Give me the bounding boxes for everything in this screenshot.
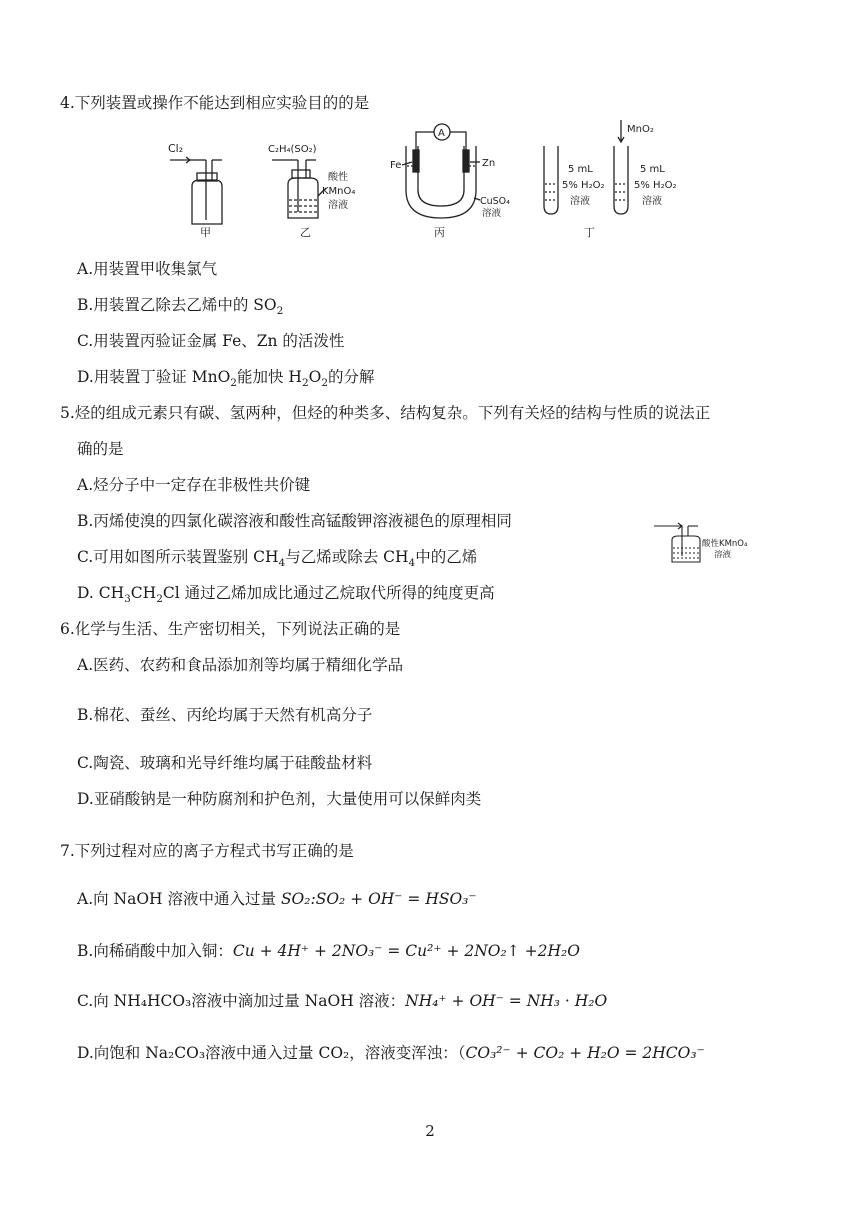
q5-figure-label-1: 酸性KMnO₄	[702, 539, 748, 549]
q5-stem-line-1: 5.烃的组成元素只有碳、氢两种，但烃的种类多、结构复杂。下列有关烃的结构与性质的说法正	[60, 404, 711, 422]
bing-right-electrode: Zn	[482, 158, 496, 169]
apparatus-yi	[268, 144, 355, 239]
q6-option-a: A.医药、农药和食品添加剂等均属于精细化学品	[77, 656, 404, 674]
q4-stem: 4.下列装置或操作不能达到相应实验目的的是	[60, 94, 370, 112]
q7-option-c: C.向 NH₄HCO₃溶液中滴加过量 NaOH 溶液：NH₄⁺ + OH⁻ = NH₃ · H₂O	[77, 992, 608, 1010]
q5-figure-label-2: 溶液	[714, 550, 732, 560]
bing-left-electrode: Fe	[390, 160, 402, 171]
apparatus-jia	[168, 142, 222, 239]
q4-option-a: A.用装置甲收集氯气	[77, 260, 218, 278]
jia-reagent-label: Cl₂	[168, 142, 184, 155]
yi-reagent-label: C₂H₄(SO₂)	[268, 144, 317, 155]
yi-label-2: KMnO₄	[322, 186, 356, 197]
apparatus-ding	[544, 120, 676, 239]
q6-stem: 6.化学与生活、生产密切相关，下列说法正确的是	[60, 620, 401, 638]
q4-option-b: B.用装置乙除去乙烯中的 $SO_2$	[77, 296, 284, 318]
yi-label-3: 溶液	[328, 200, 348, 211]
bing-caption: 丙	[434, 226, 445, 239]
bing-solution-2: 溶液	[482, 208, 502, 219]
q6-option-b: B.棉花、蚕丝、丙纶均属于天然有机高分子	[77, 706, 373, 724]
ding-volume-left: 5 mL	[568, 164, 593, 175]
jia-caption: 甲	[200, 226, 211, 239]
ding-conc-right: 5% H₂O₂	[634, 180, 677, 191]
q7-stem: 7.下列过程对应的离子方程式书写正确的是	[60, 842, 354, 860]
q5-option-d: D. $CH_3CH_2Cl$ 通过乙烯加成比通过乙烷取代所得的纯度更高	[77, 584, 495, 606]
q4-apparatus-figure	[160, 118, 700, 240]
ding-volume-right: 5 mL	[640, 164, 665, 175]
q6-option-c: C.陶瓷、玻璃和光导纤维均属于硅酸盐材料	[77, 754, 373, 772]
q7-option-a: A.向 NaOH 溶液中通入过量 SO₂:SO₂ + OH⁻ = HSO₃⁻	[77, 890, 477, 908]
yi-caption: 乙	[300, 226, 311, 239]
q7-option-b: B.向稀硝酸中加入铜：Cu + 4H⁺ + 2NO₃⁻ = Cu²⁺ + 2NO₂↑ +2H₂O	[77, 942, 580, 960]
q6-option-d: D.亚硝酸钠是一种防腐剂和护色剂，大量使用可以保鲜肉类	[77, 790, 482, 808]
q5-option-c: C.可用如图所示装置鉴别 $CH_4$与乙烯或除去 $CH_4$中的乙烯	[77, 548, 478, 570]
yi-label-1: 酸性	[328, 172, 348, 183]
q5-washing-bottle-figure	[652, 518, 770, 566]
q5-option-a: A.烃分子中一定存在非极性共价键	[77, 476, 311, 494]
q5-option-b: B.丙烯使溴的四氯化碳溶液和酸性高锰酸钾溶液褪色的原理相同	[77, 512, 512, 530]
bing-solution-1: CuSO₄	[480, 196, 510, 207]
ding-conc-left: 5% H₂O₂	[562, 180, 605, 191]
ding-caption: 丁	[584, 226, 595, 239]
page-number: 2	[425, 1122, 435, 1140]
q7-option-d: D.向饱和 Na₂CO₃溶液中通入过量 CO₂，溶液变浑浊：（CO₃²⁻ + CO₂ + H₂O = 2HCO₃⁻	[77, 1044, 705, 1062]
ding-catalyst: MnO₂	[627, 124, 654, 135]
ding-solution-left: 溶液	[570, 196, 590, 207]
q5-stem-line-2: 确的是	[77, 440, 124, 458]
apparatus-bing	[390, 124, 510, 239]
q4-option-d: D.用装置丁验证 MnO$_2$能加快 $H_2O_2$的分解	[77, 368, 375, 390]
q4-option-c: C.用装置丙验证金属 Fe、Zn 的活泼性	[77, 332, 345, 350]
ding-solution-right: 溶液	[642, 196, 662, 207]
bing-meter-label: A	[438, 128, 445, 139]
